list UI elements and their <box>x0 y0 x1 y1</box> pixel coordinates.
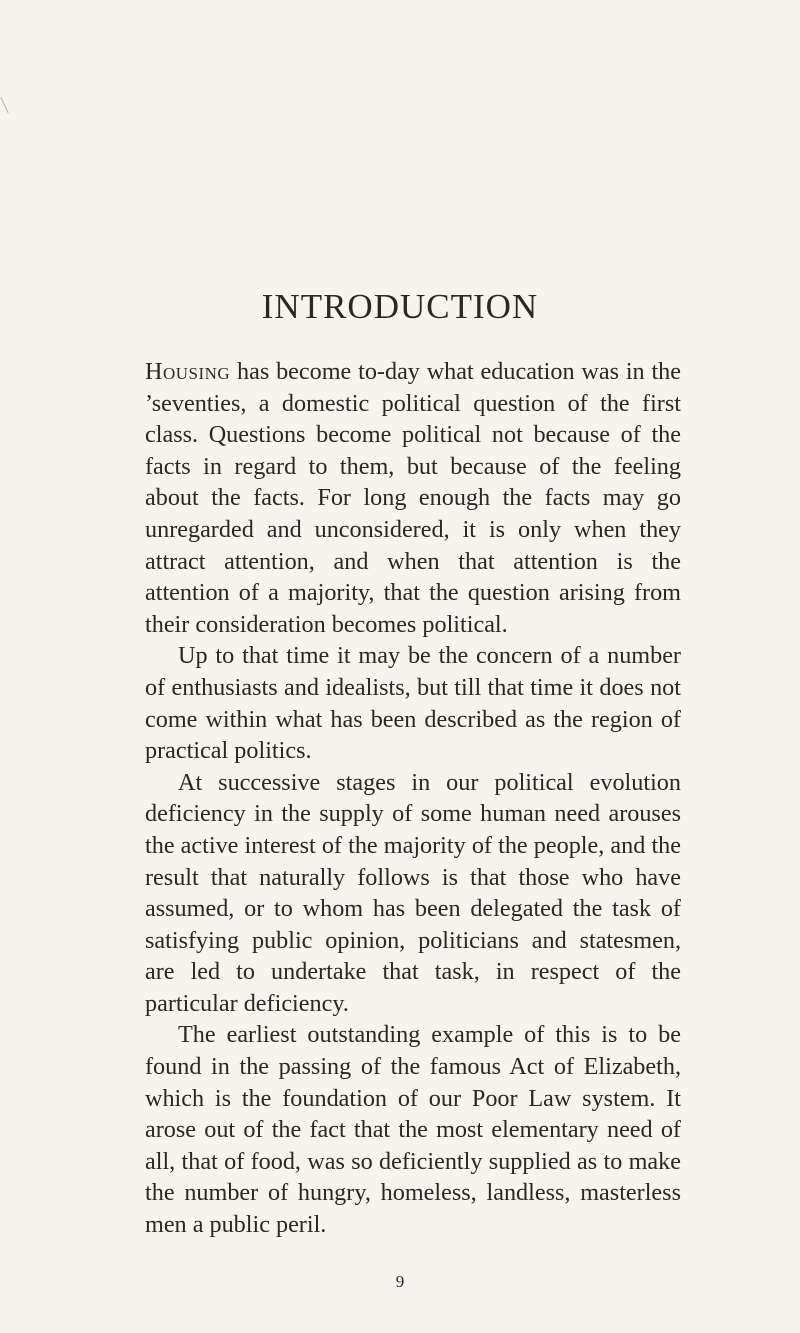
paragraph-4: The earliest outstanding example of this is to be found in the passing of the famous Act of Elizabeth, which is the foundation of our Poor Law system. It arose out of the fact that the most elementary need of all, that of food, was so deficiently supplied as to make the number of hungry, homeless, landless, masterless men a public peril. <box>145 1021 681 1239</box>
body-text <box>145 356 681 1241</box>
chapter-title: INTRODUCTION <box>261 287 539 326</box>
opening-word: Housing <box>145 358 231 385</box>
paragraph-2: Up to that time it may be the concern of a number of enthusiasts and idealists, but till that time it does not come within what has been described as the region of practical politics. <box>145 642 681 765</box>
paragraph-3: At successive stages in our political evolution deficiency in the supply of some human need arouses the active interest of the majority of the people, and the result that naturally follows is that those who have assumed, or to whom has been delegated the task of satisfying public opinion, politicians and statesmen, are led to undertake that task, in respect of the particular deficiency. <box>145 768 681 1017</box>
scan-mark <box>0 97 9 114</box>
paragraph-1 <box>145 356 681 640</box>
page-number: 9 <box>395 1272 405 1291</box>
paragraph-1-text: has become to-day what education was in the ’seventies, a domestic political question of the first class. Questions become political not because of the facts in regard to them, but because of the feeling about the facts. For long enough the facts may go unregarded and unconsidered, it is only when they attract attention, and when that attention is the attention of a majority, that the question arising from their consideration becomes political. <box>145 358 681 638</box>
